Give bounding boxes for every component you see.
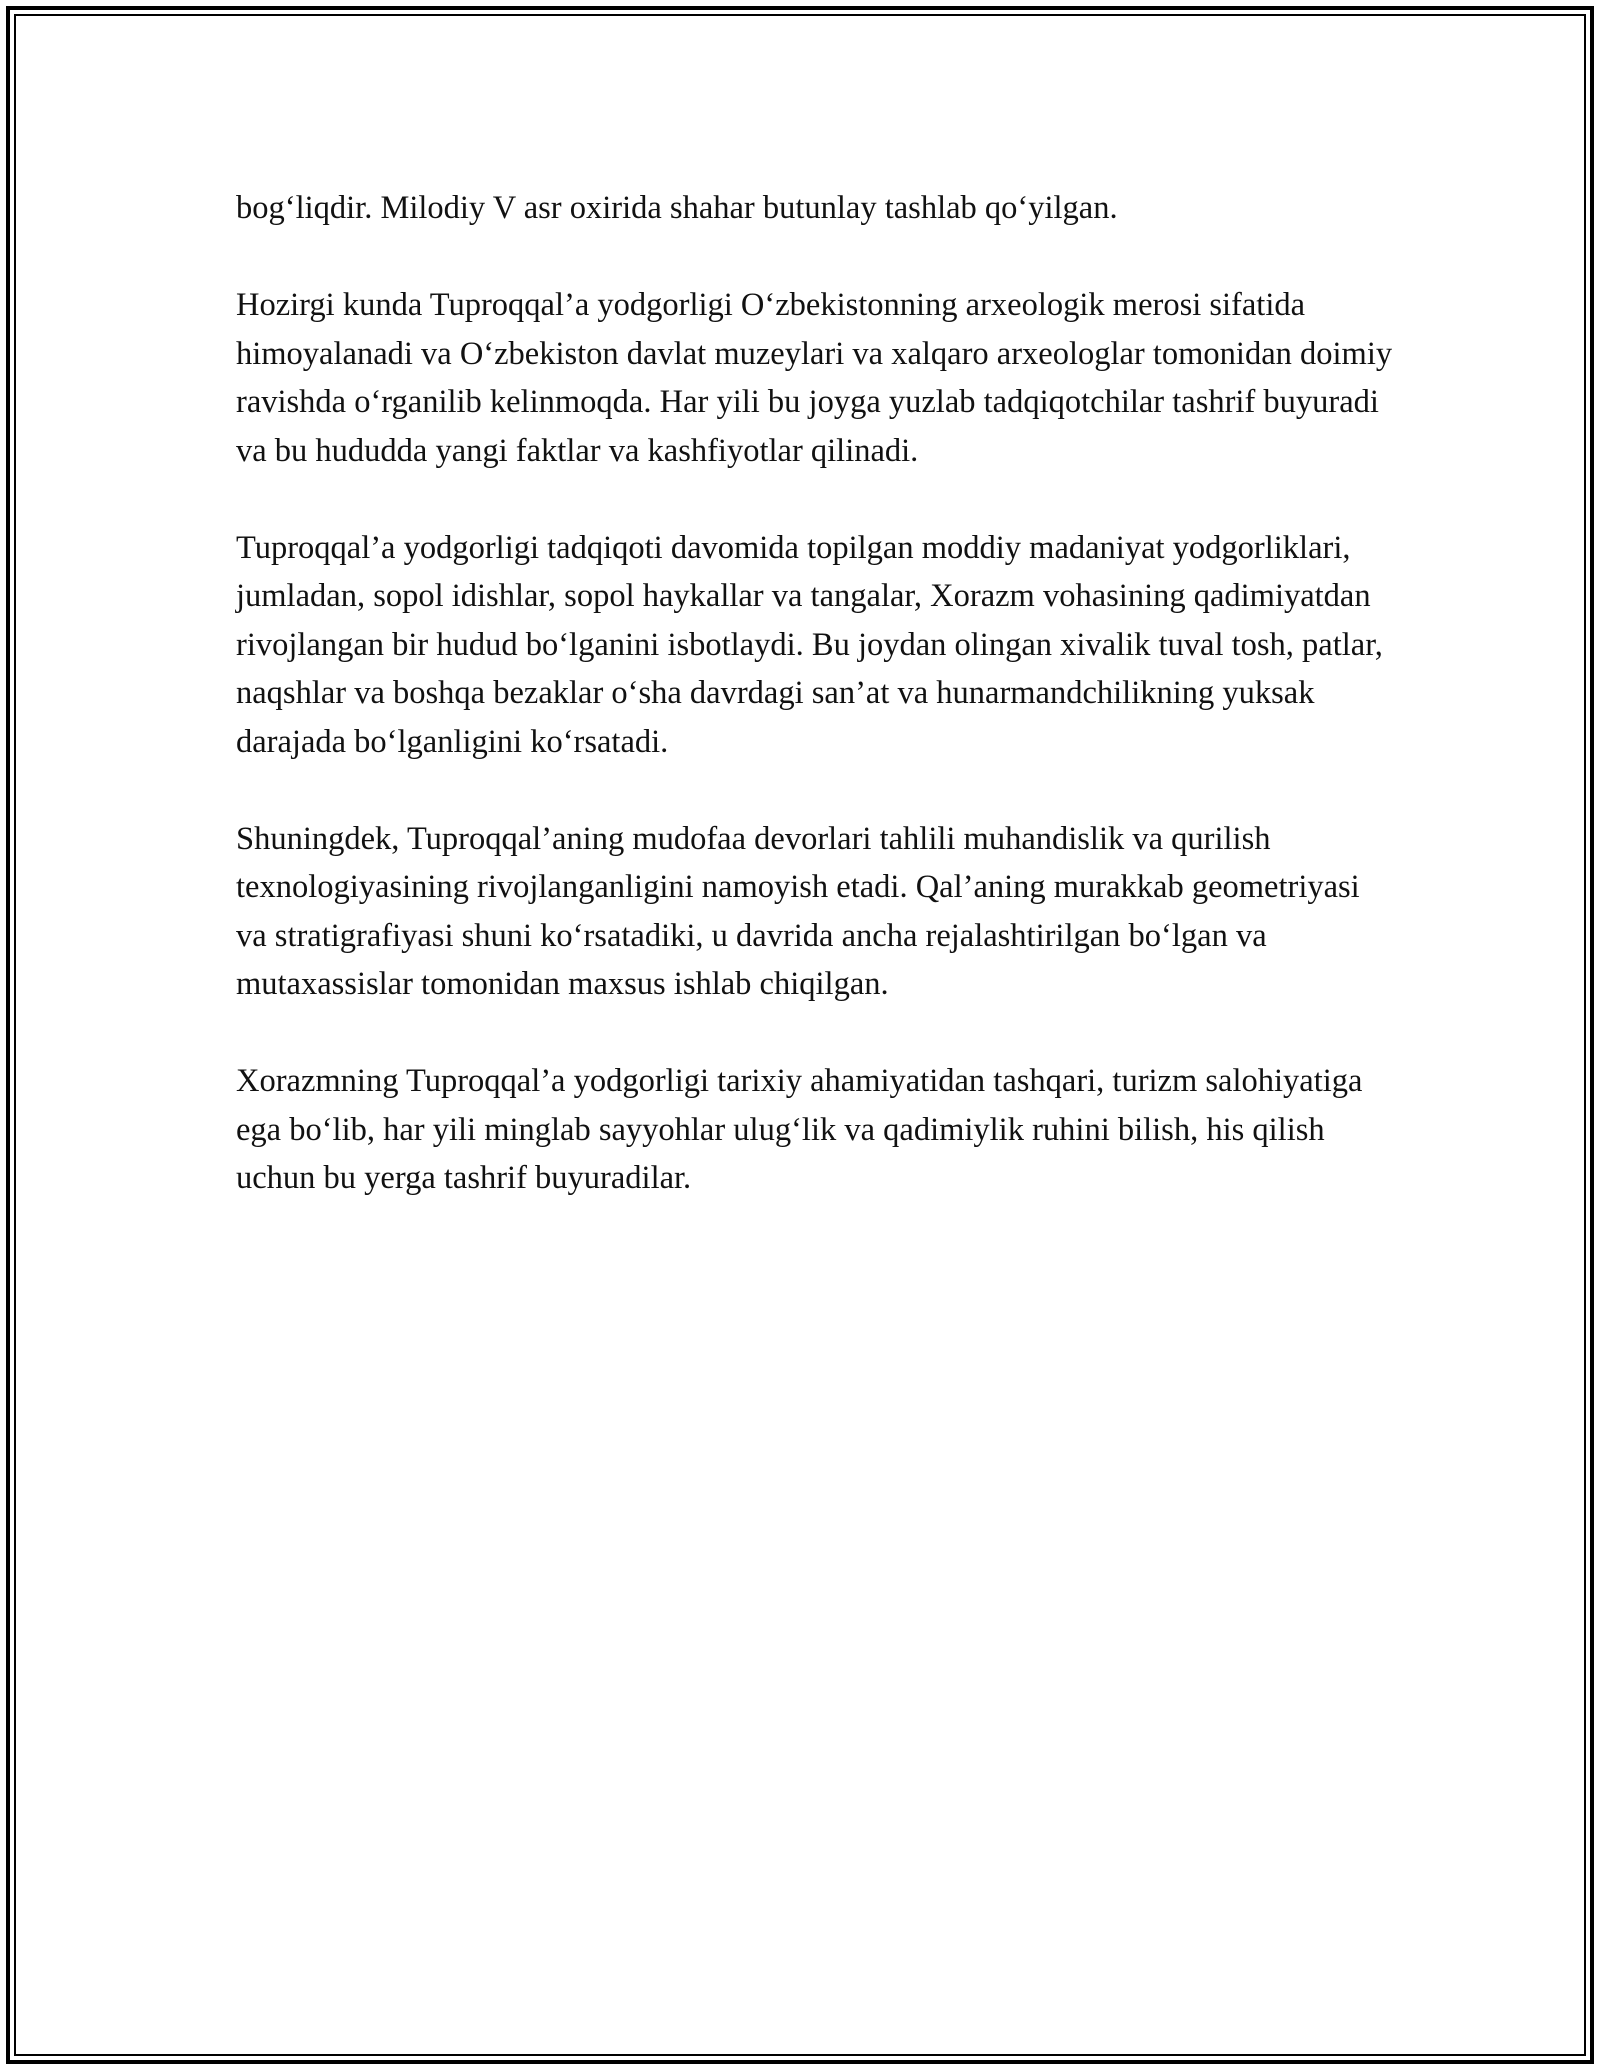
- paragraph-5: Xorazmning Tuproqqal’a yodgorligi tarixiy ahamiyatidan tashqari, turizm salohiyatiga ega bo‘lib, har yili minglab sayyohlar ulug‘lik va qadimiylik ruhini bilish, his qilish uchun bu yerga tashrif buyuradilar.: [236, 1063, 1363, 1196]
- paragraph-2: Hozirgi kunda Tuproqqal’a yodgorligi O‘zbekistonning arxeologik merosi sifatida himoyalanadi va O‘zbekiston davlat muzeylari va xalqaro arxeologlar tomonidan doimiy ravishda o‘rganilib kelinmoqda. Har yili bu joyga yuzlab tadqiqotchilar tashrif buyuradi va bu hududda yangi faktlar va kashfiyotlar qilinadi.: [236, 287, 1393, 469]
- document-body: [236, 184, 1396, 1251]
- paragraph-3: Tuproqqal’a yodgorligi tadqiqoti davomida topilgan moddiy madaniyat yodgorliklari, jumladan, sopol idishlar, sopol haykallar va tangalar, Xorazm vohasining qadimiyatdan rivojlangan bir hudud bo‘lganini isbotlaydi. Bu joydan olingan xivalik tuval tosh, patlar, naqshlar va boshqa bezaklar o‘sha davrdagi san’at va hunarmandchilikning yuksak darajada bo‘lganligini ko‘rsatadi.: [236, 529, 1383, 760]
- paragraph-1: bog‘liqdir. Milodiy V asr oxirida shahar butunlay tashlab qo‘yilgan.: [236, 190, 1118, 226]
- paragraph-4: Shuningdek, Tuproqqal’aning mudofaa devorlari tahlili muhandislik va qurilish texnologiyasining rivojlanganligini namoyish etadi. Qal’aning murakkab geometriyasi va stratigrafiyasi shuni ko‘rsatadiki, u davrida ancha rejalashtirilgan bo‘lgan va mutaxassislar tomonidan maxsus ishlab chiqilgan.: [236, 820, 1360, 1002]
